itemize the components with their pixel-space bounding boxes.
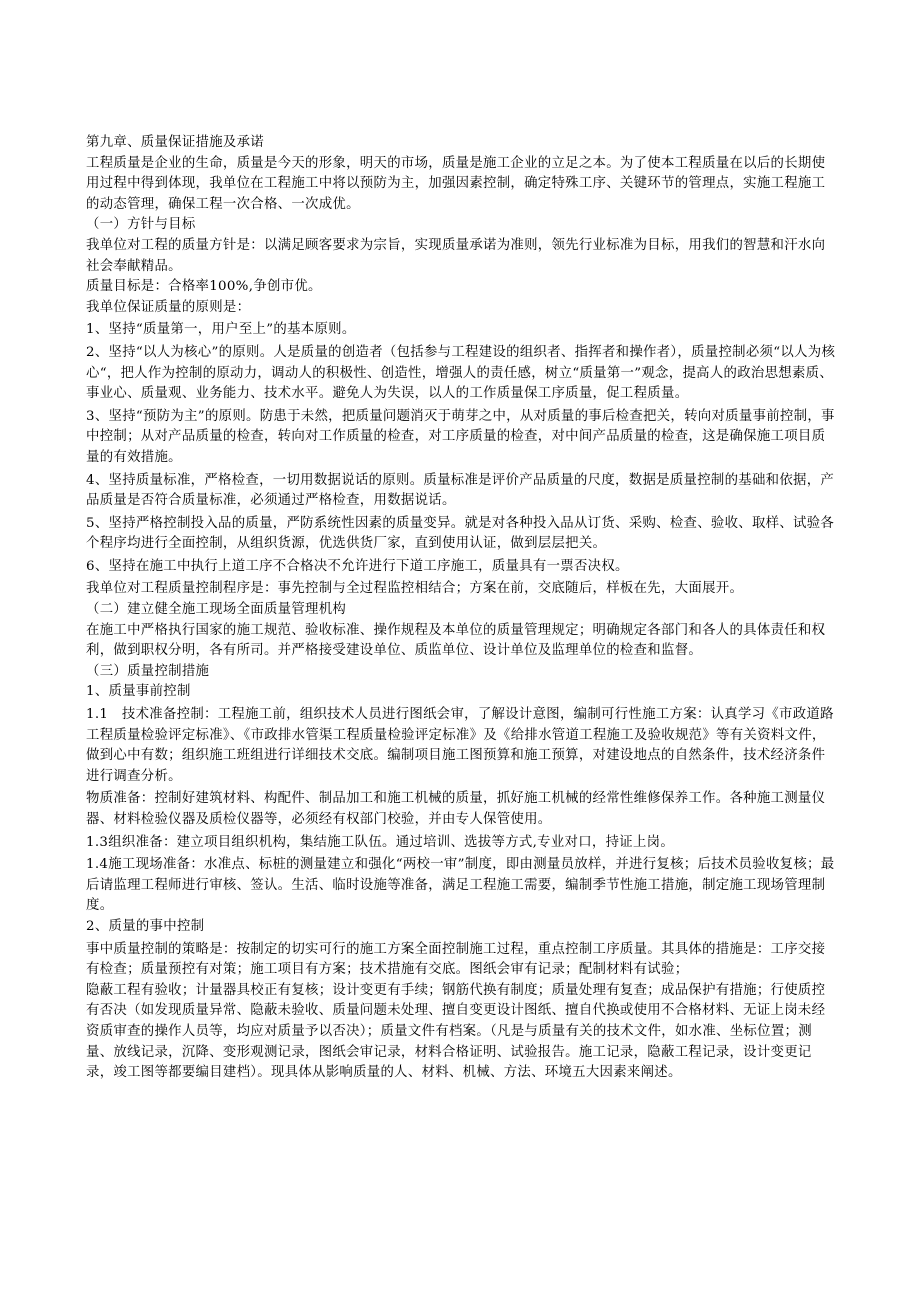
paragraph-intro: 工程质量是企业的生命，质量是今天的形象，明天的市场，质量是施工企业的立足之本。为了使本工程质量在以后的长期使用过程中得到体现，我单位在工程施工中将以预防为主，加强因素控制，确定特殊工序、关键环节的管理点，实施工程施工的动态管理，确保工程一次合格、一次成优。 xyxy=(86,155,826,212)
paragraph-control-procedure: 我单位对工程质量控制程序是：事先控制与全过程监控相结合；方案在前，交底随后，样板在先，大面展开。 xyxy=(86,581,744,597)
paragraph-policy: 我单位对工程的质量方针是：以满足顾客要求为宗旨，实现质量承诺为准则，领先行业标准为目标，用我们的智慧和汗水向社会奉献精品。 xyxy=(86,237,826,274)
section-heading-3: （三）质量控制措施 xyxy=(86,663,210,679)
section-heading-1: （一）方针与目标 xyxy=(86,217,196,233)
paragraph-technical-prep: 1.1 技术准备控制：工程施工前，组织技术人员进行图纸会审，了解设计意图，编制可行性施工方案：认真学习《市政道路工程质量检验评定标准》、《市政排水管渠工程质量检验评定标准》及《给排水管道工程施工及验收规范》等有关资料文件，做到心中有数；组织施工班组进行详细技术交底。编制项目施工图预算和施工预算，对建设地点的自然条件，技术经济条件进行调查分析。 xyxy=(86,707,834,784)
paragraph-in-process-strategy: 事中质量控制的策略是：按制定的切实可行的施工方案全面控制施工过程，重点控制工序质量。其具体的措施是：工序交接有检查；质量预控有对策；施工项目有方案；技术措施有交底。图纸会审有记录；配制材料有试验； xyxy=(86,941,826,978)
paragraph-principles-intro: 我单位保证质量的原则是： xyxy=(86,299,251,315)
document-body xyxy=(86,133,838,1084)
section-heading-2: （二）建立健全施工现场全面质量管理机构 xyxy=(86,602,347,618)
principle-item-2: 2、坚持“以人为核心”的原则。人是质量的创造者（包括参与工程建设的组织者、指挥者和操作者），质量控制必须“以人为核心“，把人作为控制的原动力，调动人的积极性、创造性，增强人的责任感，树立“质量第一”观念，提高人的政治思想素质、事业心、质量观、业务能力、技术水平。避免人为失误，以人的工作质量保工序质量，促工程质量。 xyxy=(86,344,836,402)
paragraph-management: 在施工中严格执行国家的施工规范、验收标准、操作规程及本单位的质量管理规定；明确规定各部门和各人的具体责任和权利，做到职权分明，各有所司。并严格接受建设单位、质监单位、设计单位及监理单位的检查和监督。 xyxy=(86,622,826,659)
principle-item-1: 1、坚持“质量第一，用户至上”的基本原则。 xyxy=(86,322,356,338)
paragraph-in-process-details: 隐蔽工程有验收；计量器具校正有复核；设计变更有手续；钢筋代换有制度；质量处理有复查；成品保护有措施；行使质控有否决（如发现质量异常、隐蔽未验收、质量问题未处理、擅自变更设计图纸、擅自代换或使用不合格材料、无证上岗未经资质审查的操作人员等，均应对质量予以否决）；质量文件有档案。（凡是与质量有关的技术文件，如水准、坐标位置；测量、放线记录，沉降、变形观测记录，图纸会审记录，材料合格证明、试验报告。施工记录，隐蔽工程记录，设计变更记录，竣工图等都要编目建档）。现具体从影响质量的人、材料、机械、方法、环境五大因素来阐述。 xyxy=(86,982,826,1081)
paragraph-organization-prep: 1.3组织准备：建立项目组织机构，集结施工队伍。通过培训、选拔等方式,专业对口，持证上岗。 xyxy=(86,834,675,850)
subheading-pre-control: 1、质量事前控制 xyxy=(86,684,191,700)
principle-item-6: 6、坚持在施工中执行上道工序不合格决不允许进行下道工序施工，质量具有一票否决权。 xyxy=(86,558,629,574)
chapter-title: 第九章、质量保证措施及承诺 xyxy=(86,135,264,150)
principle-item-4: 4、坚持质量标准，严格检查，一切用数据说话的原则。质量标准是评价产品质量的尺度，数据是质量控制的基础和依据，产品质量是否符合质量标准，必须通过严格检查，用数据说话。 xyxy=(86,472,835,509)
paragraph-site-prep: 1.4施工现场准备：水准点、标桩的测量建立和强化“两校一审”制度，即由测量员放样，并进行复核；后技术员验收复核；最后请监理工程师进行审核、签认。生活、临时设施等准备，满足工程施工需要，编制季节性施工措施，制定施工现场管理制度。 xyxy=(86,857,835,914)
paragraph-goal: 质量目标是：合格率100%,争创市优。 xyxy=(86,279,322,295)
principle-item-5: 5、坚持严格控制投入品的质量，严防系统性因素的质量变异。就是对各种投入品从订货、采购、检查、验收、取样、试验各个程序均进行全面控制，从组织货源，优选供货厂家，直到使用认证，做到层层把关。 xyxy=(86,515,835,552)
paragraph-material-prep: 物质准备：控制好建筑材料、构配件、制品加工和施工机械的质量，抓好施工机械的经常性维修保养工作。各种施工测量仪器、材料检验仪器及质检仪器等，必须经有权部门校验，并由专人保管使用。 xyxy=(86,791,826,827)
subheading-in-process-control: 2、质量的事中控制 xyxy=(86,918,205,934)
principle-item-3: 3、坚持“预防为主”的原则。防患于未然，把质量问题消灭于萌芽之中，从对质量的事后检查把关，转向对质量事前控制，事中控制；从对产品质量的检查，转向对工作质量的检查，对工序质量的检查，对中间产品质量的检查，这是确保施工项目质量的有效措施。 xyxy=(86,408,835,465)
